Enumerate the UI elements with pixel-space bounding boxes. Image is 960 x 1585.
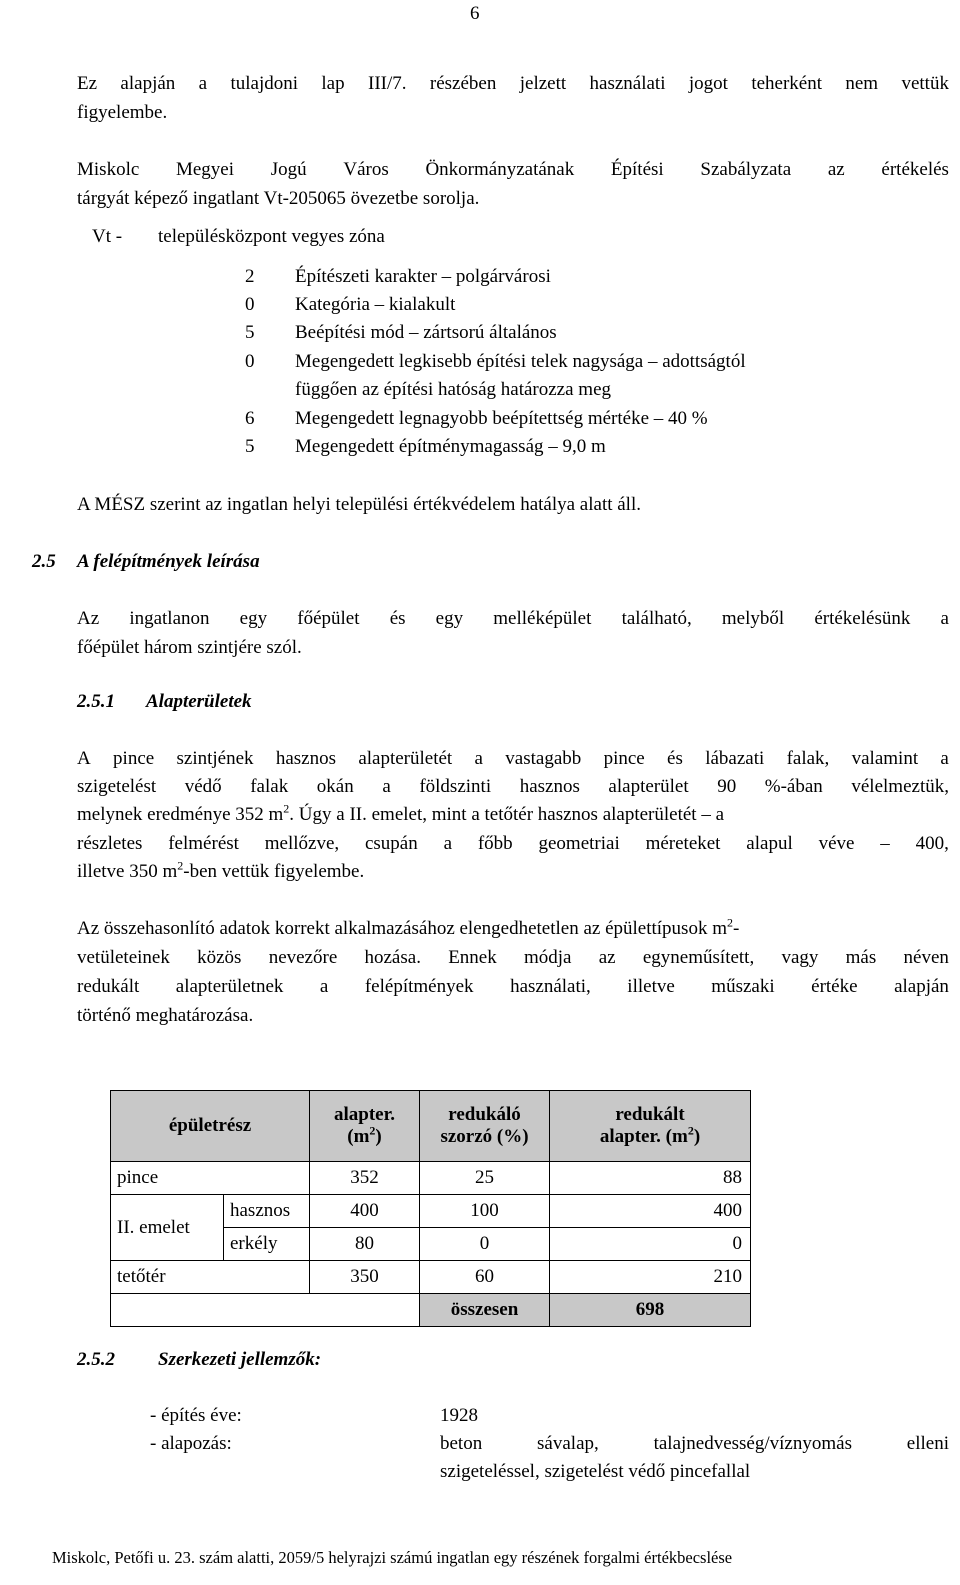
table-total-row	[111, 1294, 751, 1327]
word: a	[382, 776, 391, 797]
cell-factor: 0	[420, 1228, 550, 1261]
word: hozása.	[364, 947, 421, 968]
word: teherként	[751, 73, 822, 94]
word: értékelésünk	[814, 608, 911, 629]
total-label: összesen	[420, 1294, 550, 1327]
section-2-5-2-number: 2.5.2	[77, 1349, 115, 1370]
word: méreteket	[645, 833, 721, 854]
word: Miskolc	[77, 159, 140, 180]
table-row	[111, 1195, 751, 1228]
word: található,	[621, 608, 692, 629]
word: ingatlanon	[129, 608, 210, 629]
word: vettük	[901, 73, 949, 94]
total-value: 698	[550, 1294, 751, 1327]
para4-line1: Az összehasonlító adatok korrekt alkalmazásához elengedhetetlen az épülettípusok $m^2-$	[77, 915, 740, 939]
word: a	[198, 73, 208, 94]
para3-line1	[77, 747, 949, 771]
word: falak,	[786, 748, 830, 769]
word: III/7.	[368, 73, 407, 94]
word: redukált	[77, 976, 140, 997]
word: felépítmények	[364, 976, 474, 997]
word: más	[845, 947, 877, 968]
cell-sub: erkély	[224, 1228, 310, 1261]
cell-sub: hasznos	[224, 1195, 310, 1228]
word: egy	[435, 608, 464, 629]
zone-item-text: Beépítési mód – zártsorú általános	[295, 322, 557, 343]
section-2-5-1-title: Alapterületek	[146, 691, 252, 712]
word: alapterületnek	[175, 976, 284, 997]
word: néven	[903, 947, 949, 968]
word: pince	[113, 748, 155, 769]
word: a	[940, 608, 949, 629]
word: valamint	[851, 748, 919, 769]
word: Város	[343, 159, 389, 180]
header-reduced-area: redukált alapter. $(m^2)$	[550, 1091, 751, 1162]
table-row	[111, 1261, 751, 1294]
header-factor: redukáló szorzó (%)	[420, 1091, 550, 1162]
cell-part: pince	[111, 1162, 310, 1195]
word: véve	[818, 833, 855, 854]
zone-item-text: Építészeti karakter – polgárvárosi	[295, 266, 551, 287]
cell-reduced: 210	[550, 1261, 751, 1294]
word: beton	[440, 1433, 483, 1454]
section-2-5-title: A felépítmények leírása	[77, 551, 260, 572]
word: melyből	[721, 608, 785, 629]
section-2-5-2-title: Szerkezeti jellemzők:	[158, 1349, 322, 1370]
zone-item-num: 0	[245, 294, 255, 315]
zone-item-num: 2	[245, 266, 255, 287]
word: Jogú	[270, 159, 307, 180]
word: melléképület	[493, 608, 592, 629]
para3-line3-a: melynek eredménye 352 $m^2$. Úgy a II. emelet, mint a tetőtér hasznos alapterületét – a	[77, 801, 725, 825]
word: tulajdoni	[230, 73, 299, 94]
mesz-statement: A MÉSZ szerint az ingatlan helyi települési értékvédelem hatálya alatt áll.	[77, 494, 641, 515]
section-2-5-line1	[77, 607, 949, 631]
word: a	[319, 976, 329, 997]
word: Az	[77, 608, 100, 629]
word: az	[598, 947, 616, 968]
spec-value-line2: szigeteléssel, szigetelést védő pincefallal	[440, 1461, 751, 1482]
word: a	[474, 748, 483, 769]
word: Ez	[77, 73, 98, 94]
cell-empty	[111, 1294, 420, 1327]
cell-reduced: 88	[550, 1162, 751, 1195]
word: nevezőre	[268, 947, 338, 968]
word: geometriai	[538, 833, 620, 854]
section-2-5-line2: főépület három szintjére szól.	[77, 637, 302, 658]
word: hasznos	[519, 776, 580, 797]
para2-line1	[77, 158, 949, 182]
section-2-5-1-number: 2.5.1	[77, 691, 115, 712]
cell-part: II. emelet	[111, 1195, 224, 1261]
section-2-5-number: 2.5	[32, 551, 56, 572]
word: vagy	[781, 947, 819, 968]
word: vélelmeztük,	[851, 776, 949, 797]
para1-line1	[77, 72, 949, 96]
cell-area: 80	[310, 1228, 420, 1261]
word: módja	[524, 947, 572, 968]
word: a	[940, 748, 949, 769]
spec-value: 1928	[440, 1405, 478, 1426]
word: alapul	[746, 833, 793, 854]
word: Szabályzata	[700, 159, 792, 180]
table-row	[111, 1162, 751, 1195]
para2-line2: tárgyát képező ingatlant Vt-205065 övezetbe sorolja.	[77, 188, 480, 209]
word: Ennek	[448, 947, 497, 968]
word: 90	[717, 776, 737, 797]
word: műszaki	[711, 976, 775, 997]
para3-line2	[77, 775, 949, 799]
zone-item-num: 5	[245, 322, 255, 343]
cell-reduced: 400	[550, 1195, 751, 1228]
word: csupán	[364, 833, 418, 854]
word: vetületeinek	[77, 947, 170, 968]
header-area: alapter. $(m^2)$	[310, 1091, 420, 1162]
para3-line5: illetve 350 $m^2$-ben vettük figyelembe.	[77, 858, 365, 882]
word: falak	[250, 776, 289, 797]
para3-line3	[77, 803, 949, 827]
word: és	[667, 748, 683, 769]
page-number: 6	[470, 3, 480, 24]
word: A	[77, 748, 91, 769]
zone-item-text: Kategória – kialakult	[295, 294, 456, 315]
word: az	[827, 159, 845, 180]
word: vastagabb	[505, 748, 582, 769]
word: hasznos	[275, 748, 337, 769]
word: pince	[603, 748, 645, 769]
cell-area: 350	[310, 1261, 420, 1294]
word: mellőzve,	[264, 833, 340, 854]
word: elleni	[906, 1433, 949, 1454]
word: és	[389, 608, 406, 629]
zone-name: településközpont vegyes zóna	[158, 226, 385, 247]
zone-item-num: 6	[245, 408, 255, 429]
zone-item-num: 5	[245, 436, 255, 457]
zone-item-num: 0	[245, 351, 255, 372]
spec-value-line1	[440, 1432, 949, 1456]
para4-line4: történő meghatározása.	[77, 1005, 254, 1026]
word: közös	[197, 947, 242, 968]
para4-line2	[77, 946, 949, 970]
word: nem	[845, 73, 879, 94]
word: Megyei	[175, 159, 235, 180]
page-footer: Miskolc, Petőfi u. 23. szám alatti, 2059/5 helyrajzi számú ingatlan egy részének forgalmi értékbecslése	[52, 1548, 733, 1567]
spec-label: - építés éve:	[150, 1405, 242, 1426]
cell-area: 400	[310, 1195, 420, 1228]
cell-factor: 60	[420, 1261, 550, 1294]
cell-reduced: 0	[550, 1228, 751, 1261]
word: Építési	[610, 159, 664, 180]
word: használati,	[510, 976, 591, 997]
word: alapján	[120, 73, 176, 94]
word: használati	[589, 73, 666, 94]
cell-factor: 25	[420, 1162, 550, 1195]
zone-item-text: Megengedett építménymagasság – 9,0 m	[295, 436, 606, 457]
word: egy	[239, 608, 268, 629]
cell-part: tetőtér	[111, 1261, 310, 1294]
word: alapterület	[608, 776, 689, 797]
word: %-ában	[764, 776, 823, 797]
word: talajnedvesség/víznyomás	[653, 1433, 852, 1454]
word: okán	[316, 776, 354, 797]
word: védő	[184, 776, 222, 797]
para3-line4	[77, 832, 949, 856]
word: jelzett	[519, 73, 567, 94]
word: Önkormányzatának	[425, 159, 575, 180]
zone-item-text: Megengedett legkisebb építési telek nagysága – adottságtól	[295, 351, 746, 372]
word: értékelés	[881, 159, 949, 180]
word: a	[443, 833, 452, 854]
para1-line2: figyelembe.	[77, 102, 168, 123]
table-header-row	[111, 1091, 751, 1162]
cell-factor: 100	[420, 1195, 550, 1228]
word: lap	[321, 73, 345, 94]
word: sávalap,	[537, 1433, 599, 1454]
spec-label: - alapozás:	[150, 1433, 232, 1454]
word: –	[880, 833, 890, 854]
zone-item-text: Megengedett legnagyobb beépítettség mértéke – 40 %	[295, 408, 708, 429]
para4-line3	[77, 975, 949, 999]
word: földszinti	[419, 776, 492, 797]
word: 400,	[915, 833, 949, 854]
word: részében	[429, 73, 497, 94]
word: főépület	[297, 608, 360, 629]
word: illetve	[627, 976, 675, 997]
word: alapján	[894, 976, 949, 997]
word: alapterületét	[358, 748, 453, 769]
word: jogot	[688, 73, 728, 94]
word: részletes	[77, 833, 143, 854]
zone-code: Vt -	[92, 226, 123, 247]
word: értéke	[811, 976, 858, 997]
word: lábazati	[705, 748, 765, 769]
word: szintjének	[176, 748, 254, 769]
word: felmérést	[168, 833, 239, 854]
header-building-part: épületrész	[111, 1091, 310, 1162]
word: egyneműsített,	[642, 947, 755, 968]
zone-item-text-cont: függően az építési hatóság határozza meg	[295, 379, 611, 400]
word: szigetelést	[77, 776, 157, 797]
word: főbb	[477, 833, 513, 854]
area-table	[110, 1090, 751, 1327]
cell-area: 352	[310, 1162, 420, 1195]
